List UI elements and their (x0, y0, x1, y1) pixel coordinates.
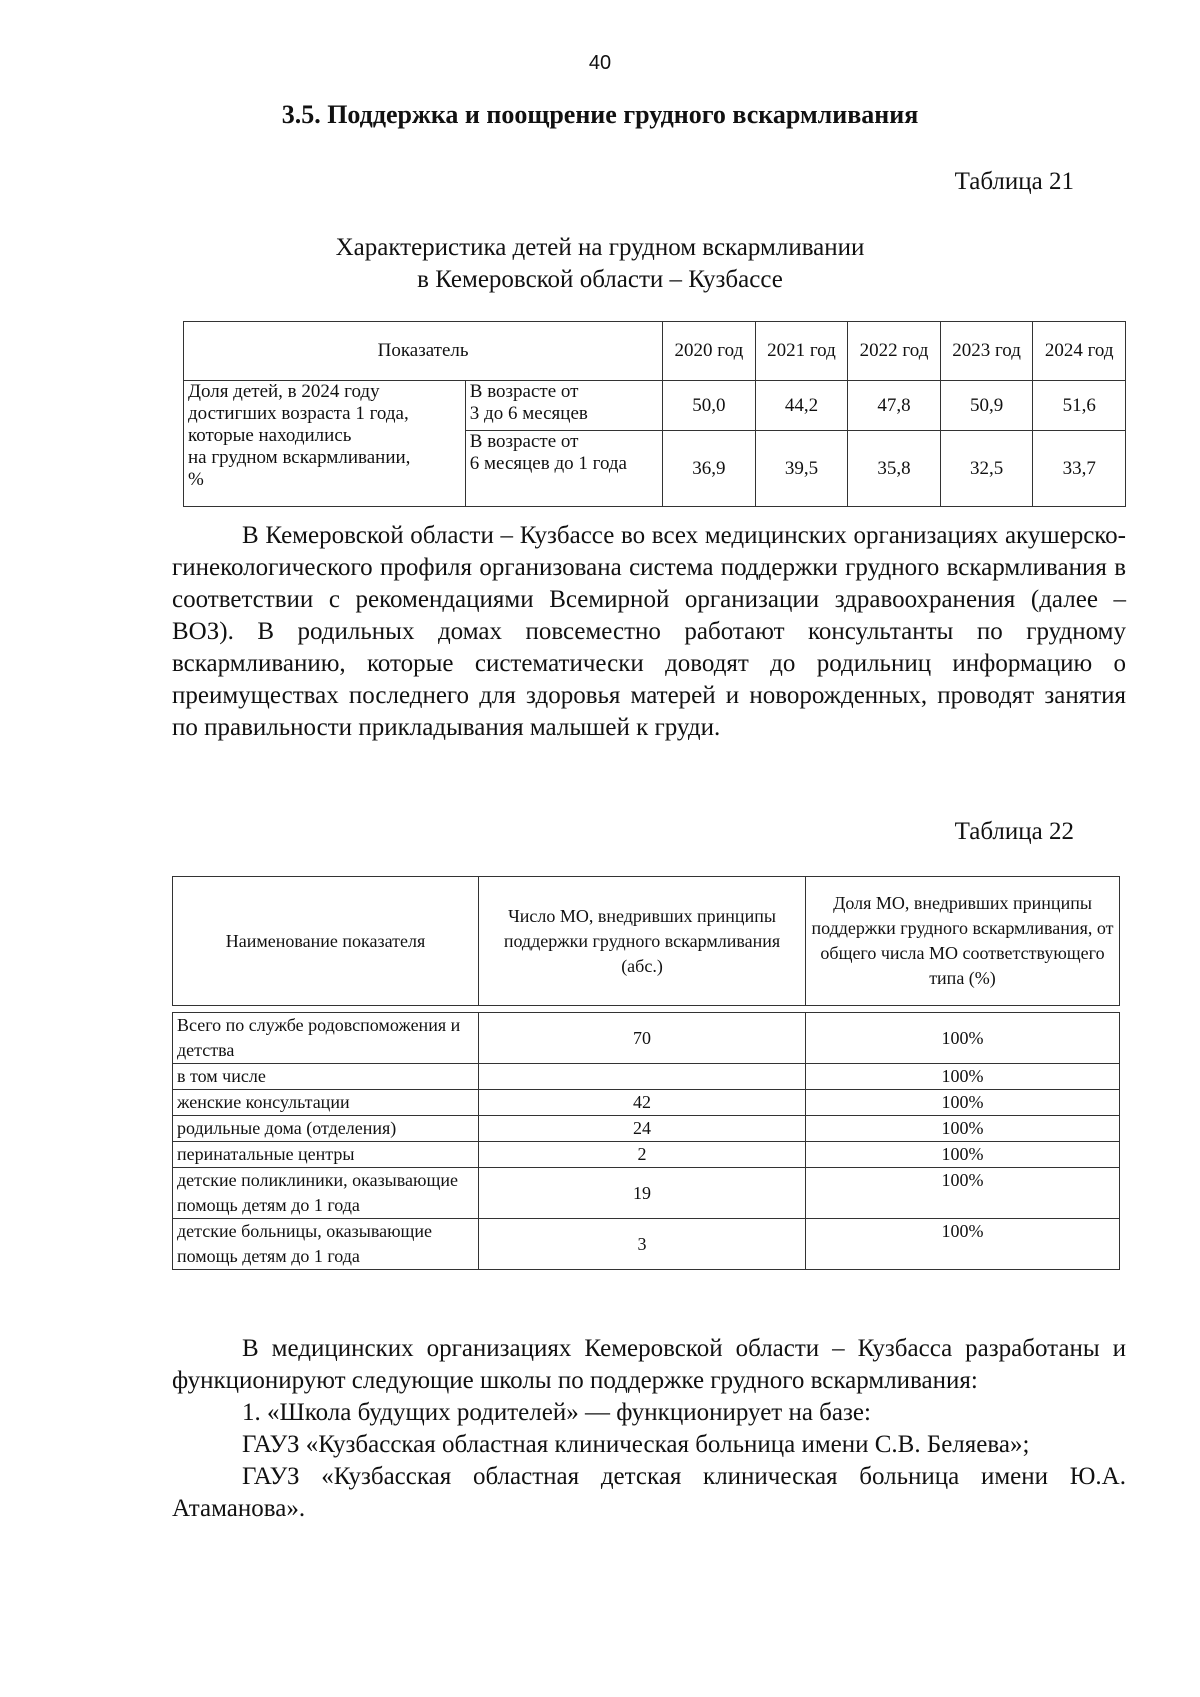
row-name: женские консультации (173, 1090, 479, 1116)
page-number: 40 (588, 52, 612, 74)
row-name: родильные дома (отделения) (173, 1116, 479, 1142)
age-line: В возрасте от (469, 431, 579, 452)
table-row (173, 1168, 1120, 1219)
table-row (173, 1116, 1120, 1142)
paragraph-2 (172, 1333, 1126, 1525)
caption-line-1: Характеристика детей на грудном вскармливании (335, 234, 865, 261)
row-count: 3 (479, 1219, 806, 1270)
indicator-line: которые находились (188, 425, 352, 446)
indicator-line: достигших возраста 1 года, (188, 403, 409, 424)
value-cell: 35,8 (848, 431, 941, 507)
caption-line-2: в Кемеровской области – Кузбассе (417, 266, 783, 293)
row-share: 100% (806, 1116, 1120, 1142)
row-count: 19 (479, 1168, 806, 1219)
table-row (173, 1013, 1120, 1064)
base-organization-1: ГАУЗ «Кузбасская областная клиническая больница имени С.В. Беляева»; (242, 1431, 1030, 1458)
row-name: детские больницы, оказывающие помощь детям до 1 года (173, 1219, 479, 1270)
row-share: 100% (806, 1090, 1120, 1116)
age-group-cell (465, 431, 662, 507)
header-year: 2022 год (848, 322, 941, 381)
row-count: 2 (479, 1142, 806, 1168)
table-header-row (184, 322, 1126, 381)
age-line: 3 до 6 месяцев (469, 403, 588, 424)
row-name: перинатальные центры (173, 1142, 479, 1168)
value-cell: 32,5 (940, 431, 1033, 507)
table-row (173, 1090, 1120, 1116)
value-cell: 51,6 (1033, 381, 1126, 431)
base-organization-2: ГАУЗ «Кузбасская областная детская клиническая больница имени Ю.А. Атаманова». (172, 1463, 1126, 1522)
header-year: 2024 год (1033, 322, 1126, 381)
medical-organizations-table (172, 876, 1120, 1270)
row-share: 100% (806, 1064, 1120, 1090)
age-line: В возрасте от (469, 381, 579, 402)
table-header-row (173, 877, 1120, 1006)
header-year: 2023 год (940, 322, 1033, 381)
row-count: 24 (479, 1116, 806, 1142)
paragraph-1 (172, 520, 1126, 744)
row-name: Всего по службе родовспоможения и детства (173, 1013, 479, 1064)
paragraph-2-text: В медицинских организациях Кемеровской области – Кузбасса разработаны и функционируют следующие школы по поддержке грудного вскармливания: (172, 1335, 1126, 1394)
age-group-cell (465, 381, 662, 431)
table-row (184, 381, 1126, 431)
indicator-line: на грудном вскармливании, (188, 447, 411, 468)
header-count: Число МО, внедривших принципы поддержки грудного вскармливания (абс.) (479, 877, 806, 1006)
value-cell: 44,2 (755, 381, 848, 431)
row-count: 42 (479, 1090, 806, 1116)
row-share: 100% (806, 1013, 1120, 1064)
table-row (173, 1219, 1120, 1270)
row-count (479, 1064, 806, 1090)
age-line: 6 месяцев до 1 года (469, 453, 627, 474)
row-count: 70 (479, 1013, 806, 1064)
indicator-cell (184, 381, 466, 507)
indicator-line: Доля детей, в 2024 году (188, 381, 380, 402)
row-share: 100% (806, 1142, 1120, 1168)
header-indicator: Показатель (184, 322, 663, 381)
indicator-line: % (188, 469, 204, 490)
row-share: 100% (806, 1219, 1120, 1270)
row-share: 100% (806, 1168, 1120, 1219)
table-21-caption (0, 232, 1200, 296)
value-cell: 36,9 (663, 431, 756, 507)
value-cell: 50,9 (940, 381, 1033, 431)
paragraph-1-text: В Кемеровской области – Кузбассе во всех медицинских организациях акушерско-гинекологического профиля организована система поддержки грудного вскармливания в соответствии с рекомендациями Всемирной организации здравоохранения (далее – ВОЗ). В родильных домах повсеместно работают консультанты по грудному вскармливанию, которые систематически доводят до родильниц информацию о преимуществах последнего для здоровья матерей и новорожденных, проводят занятия по правильности прикладывания малышей к груди. (172, 522, 1126, 741)
value-cell: 33,7 (1033, 431, 1126, 507)
table-row (173, 1064, 1120, 1090)
section-title: 3.5. Поддержка и поощрение грудного вскармливания (281, 100, 919, 129)
row-name: детские поликлиники, оказывающие помощь детям до 1 года (173, 1168, 479, 1219)
breastfeeding-table (183, 321, 1126, 507)
table-gap (173, 1006, 1120, 1013)
header-year: 2020 год (663, 322, 756, 381)
table-21-label: Таблица 21 (954, 168, 1074, 195)
table-row (173, 1142, 1120, 1168)
header-name: Наименование показателя (173, 877, 479, 1006)
header-year: 2021 год (755, 322, 848, 381)
table-22-label: Таблица 22 (954, 818, 1074, 845)
value-cell: 47,8 (848, 381, 941, 431)
value-cell: 50,0 (663, 381, 756, 431)
header-share: Доля МО, внедривших принципы поддержки грудного вскармливания, от общего числа МО соответствующего типа (%) (806, 877, 1120, 1006)
row-name: в том числе (173, 1064, 479, 1090)
list-item-1: 1. «Школа будущих родителей» — функционирует на базе: (242, 1399, 871, 1426)
value-cell: 39,5 (755, 431, 848, 507)
